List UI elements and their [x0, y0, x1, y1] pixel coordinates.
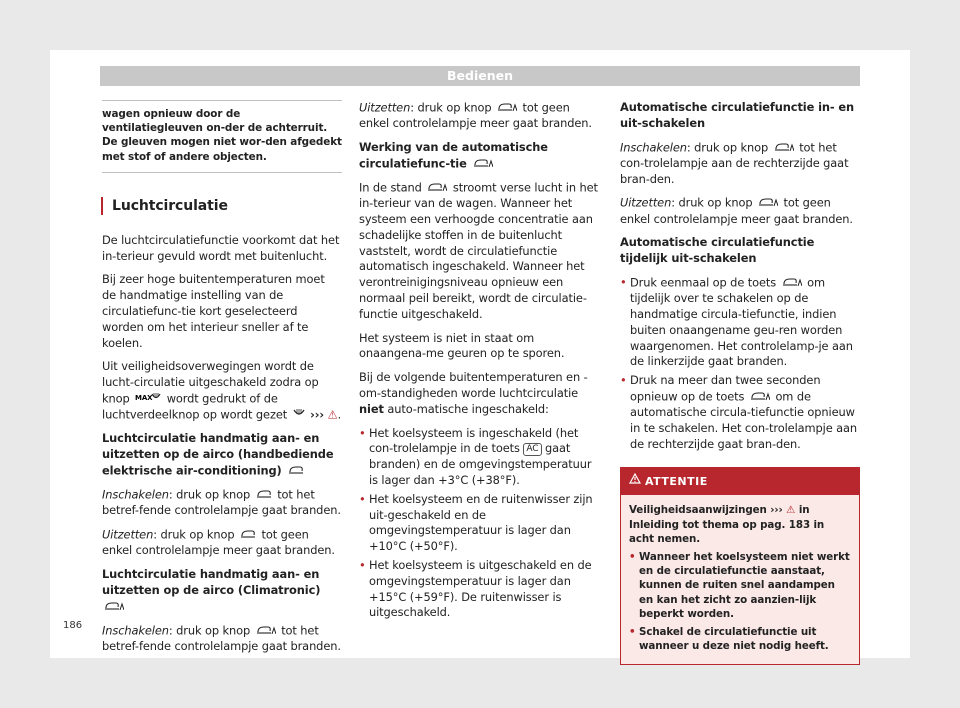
warning-list-item: • Schakel de circulatiefunctie uit wanneer u deze niet nodig heeft.: [629, 625, 851, 654]
subheading: Automatische circulatiefunctie tijdelijk uit-schakelen: [620, 235, 815, 266]
warning-header: [621, 468, 859, 496]
auto-recirculation-icon: [750, 389, 770, 405]
note-box: wagen opnieuw door de ventilatiegleuven on-der de achterruit. De gleuven mogen niet wor-den afgedekt met stof of andere objecten.: [102, 100, 342, 173]
auto-recirculation-icon: [427, 180, 447, 196]
auto-recirculation-icon: [497, 100, 517, 116]
subheading: Luchtcirculatie handmatig aan- en uitzetten op de airco (handbediende elektrische air-conditioning): [102, 431, 334, 478]
paragraph: Uitzetten: druk op knop tot geen enkel controlelampje meer gaat branden.: [620, 195, 853, 226]
paragraph: Uitzetten: druk op knop tot geen enkel controlelampje meer gaat branden.: [102, 527, 335, 558]
warning-box: [620, 467, 860, 666]
column-3: [620, 100, 860, 665]
auto-recirculation-icon: [473, 156, 493, 172]
paragraph: Inschakelen: druk op knop tot het con-trolelampje aan de rechterzijde gaat bran-den.: [620, 140, 849, 186]
auto-recirculation-icon: [256, 623, 276, 639]
paragraph: Bij de volgende buitentemperaturen en -om-standigheden worde luchtcirculatie niet auto-matische ingeschakeld:: [359, 370, 588, 416]
warning-triangle-icon: ⚠: [786, 504, 796, 517]
paragraph: Inschakelen: druk op knop tot het betref-fende controlelampje gaat branden.: [102, 487, 341, 518]
warning-triangle-icon: ⚠: [327, 407, 338, 422]
paragraph: De luchtcirculatiefunctie voorkomt dat het in-terieur gevuld wordt met buitenlucht.: [102, 232, 340, 263]
auto-recirculation-icon: [782, 275, 802, 291]
subheading: Luchtcirculatie handmatig aan- en uitzetten op de airco (Climatronic): [102, 567, 342, 615]
paragraph: Het systeem is niet in staat om onaangena-me geuren op te sporen.: [359, 330, 565, 361]
warning-body: [621, 495, 859, 664]
paragraph: Uit veiligheidsoverwegingen wordt de lucht-circulatie uitgeschakeld zodra op knop MAX wordt gedrukt of de luchtverdeelknop op wordt gezet ››› ⚠.: [102, 359, 342, 422]
auto-recirculation-icon: [758, 195, 778, 211]
section-title: Luchtcirculatie: [101, 197, 342, 215]
list-item: • Druk na meer dan twee seconden opnieuw op de toets om de automatische circula-tiefunctie opnieuw in te schakelen. Het con-trolelampje aan de rechterzijde gaat bran-den.: [620, 373, 860, 452]
list-item: • Het koelsysteem is uitgeschakeld en de omgevingstemperatuur is lager dan +15°C (+59°F). De ruitenwisser is uitgeschakeld.: [359, 558, 603, 621]
warning-triangle-icon: [629, 473, 641, 489]
svg-text:MAX: MAX: [135, 393, 153, 402]
warning-title: ATTENTIE: [645, 474, 708, 488]
subheading: Automatische circulatiefunctie in- en uit-schakelen: [620, 100, 855, 130]
paragraph: Uitzetten: druk op knop tot geen enkel controlelampje meer gaat branden.: [359, 100, 592, 131]
auto-recirculation-icon: [104, 599, 124, 615]
warning-intro: Veiligheidsaanwijzingen ››› ⚠ in Inleiding tot thema op pag. 183 in acht nemen.: [629, 504, 825, 546]
paragraph: In de stand stroomt verse lucht in het in-terieur van de wagen. Wanneer het systeem een verhoogde concentratie aan schadelijke stoffen in de buitenlucht vaststelt, wordt de circulatiefunctie automatisch ingeschakeld. Wanneer het verontreinigingsniveau opnieuw een normaal peil bereikt, wordt de circulatie-functie uitgeschakeld.: [359, 180, 598, 321]
column-2: [359, 100, 603, 624]
list-item: • Druk eenmaal op de toets om tijdelijk over te schakelen op de handmatige circula-tiefunctie, indien buiten onaangename geu-ren worden waargenomen. Het controlelamp-je aan de linkerzijde gaat branden.: [620, 275, 860, 370]
column-1: [102, 100, 342, 663]
list-item: • Het koelsysteem is ingeschakeld (het con-trolelampje in de toets AC gaat branden) en de omgevingstemperatuur is lager dan +3°C (+38°F).: [359, 426, 603, 489]
max-defrost-icon: [135, 391, 161, 407]
recirculation-icon: [288, 463, 304, 479]
page-number: 186: [63, 620, 83, 631]
ac-key: AC: [523, 443, 541, 456]
windshield-defrost-icon: [293, 407, 305, 423]
paragraph: Inschakelen: druk op knop tot het betref-fende controlelampje gaat branden.: [102, 623, 341, 654]
manual-page: [50, 50, 910, 658]
warning-list-item: • Wanneer het koelsysteem niet werkt en de circulatiefunctie aanstaat, kunnen de ruiten snel aandampen en kan het zicht zo aanzien-lijk beperkt worden.: [629, 550, 851, 622]
list-item: • Het koelsysteem en de ruitenwisser zijn uit-geschakeld en de omgevingstemperatuur is lager dan +10°C (+50°F).: [359, 492, 603, 555]
recirculation-icon: [256, 487, 272, 503]
paragraph: Bij zeer hoge buitentemperaturen moet de handmatige instelling van de circulatiefunc-tie kort geselecteerd worden om het interieur sneller af te koelen.: [102, 272, 325, 350]
auto-recirculation-icon: [774, 140, 794, 156]
subheading: Werking van de automatische circulatiefunc-tie: [359, 140, 548, 171]
recirculation-icon: [240, 527, 256, 543]
running-header: Bedienen: [100, 66, 860, 86]
